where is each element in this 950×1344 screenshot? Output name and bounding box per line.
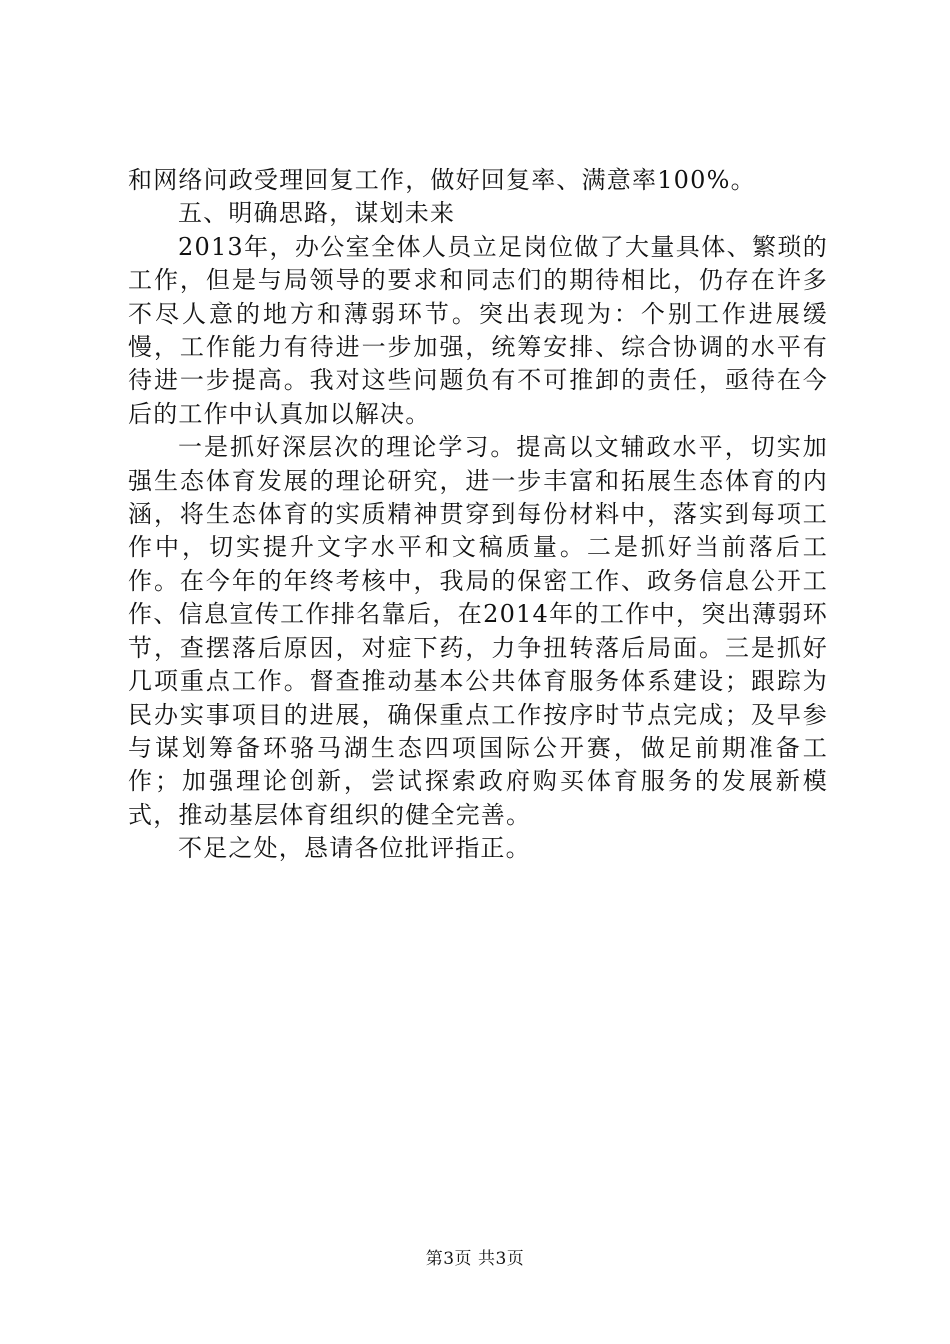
paragraph-closing: 不足之处，恳请各位批评指正。: [178, 834, 531, 863]
page-number-footer: 第3页 共3页: [425, 1249, 525, 1269]
paragraph-plans: 一是抓好深层次的理论学习。提高以文辅政水平，切实加强生态体育发展的理论研究，进一步丰富和拓展生态体育的内涵，将生态体育的实质精神贯穿到每份材料中，落实到每项工作中，切实提升文字水平和文稿质量。二是抓好当前落后工作。在今年的年终考核中，我局的保密工作、政务信息公开工作、信息宣传工作排名靠后，在2014年的工作中，突出薄弱环节，查摆落后原因，对症下药，力争扭转落后局面。三是抓好几项重点工作。督查推动基本公共体育服务体系建设；跟踪为民办实事项目的进展，确保重点工作按序时节点完成；及早参与谋划筹备环骆马湖生态四项国际公开赛，做足前期准备工作；加强理论创新，尝试探索政府购买体育服务的发展新模式，推动基层体育组织的健全完善。: [128, 433, 828, 829]
paragraph-continuation: 和网络问政受理回复工作，做好回复率、满意率100%。: [128, 166, 756, 194]
document-body: [128, 164, 828, 866]
paragraph-summary: 2013年，办公室全体人员立足岗位做了大量具体、繁琐的工作，但是与局领导的要求和同志们的期待相比，仍存在许多不尽人意的地方和薄弱环节。突出表现为：个别工作进展缓慢，工作能力有待进一步加强，统筹安排、综合协调的水平有待进一步提高。我对这些问题负有不可推卸的责任，亟待在今后的工作中认真加以解决。: [128, 232, 828, 428]
section-heading: 五、明确思路，谋划未来: [178, 199, 456, 228]
